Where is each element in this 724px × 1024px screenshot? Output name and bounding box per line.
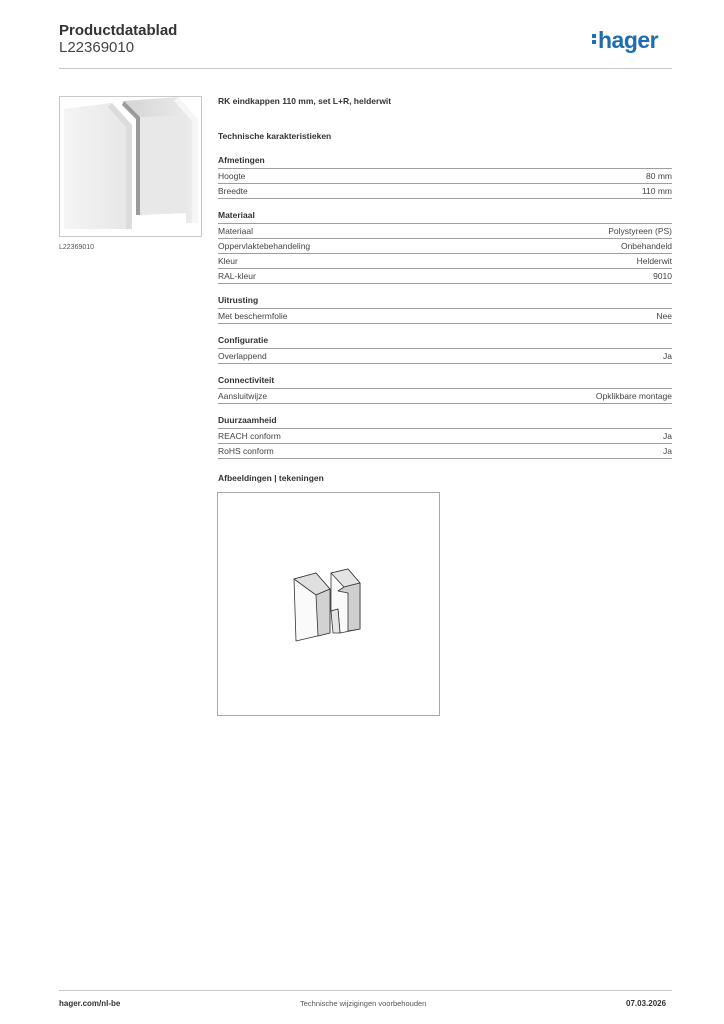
spec-row (218, 223, 672, 238)
technical-drawing (217, 492, 440, 716)
spec-table (218, 152, 672, 467)
footer-divider (59, 990, 672, 991)
tech-heading: Technische karakteristieken (218, 131, 332, 141)
spec-row (218, 308, 672, 324)
section-title: Duurzaamheid (218, 415, 277, 425)
section-title: Uitrusting (218, 295, 259, 305)
spec-row (218, 238, 672, 253)
section-title: Connectiviteit (218, 375, 275, 385)
spec-value: 80 mm (646, 171, 672, 181)
spec-value: 110 mm (641, 186, 672, 196)
hager-logo (592, 27, 658, 54)
spec-row (218, 168, 672, 183)
end-caps-photo-icon (60, 97, 201, 236)
photo-caption: L22369010 (59, 244, 95, 251)
spec-value: Nee (656, 311, 672, 321)
spec-label: Overlappend (218, 351, 267, 361)
spec-section (218, 332, 672, 364)
logo-dots-icon (592, 32, 596, 46)
spec-section (218, 412, 672, 459)
spec-label: Materiaal (218, 226, 253, 236)
footer-note: Technische wijzigingen voorbehouden (300, 999, 427, 1008)
header-divider (59, 68, 672, 69)
drawings-heading: Afbeeldingen | tekeningen (218, 473, 324, 483)
spec-label: Oppervlaktebehandeling (218, 241, 311, 251)
spec-section (218, 207, 672, 284)
spec-section (218, 372, 672, 404)
spec-section (218, 292, 672, 324)
spec-label: Hoogte (218, 171, 246, 181)
spec-label: RoHS conform (218, 446, 274, 456)
spec-row (218, 268, 672, 284)
spec-value: Polystyreen (PS) (608, 226, 672, 236)
section-title: Afmetingen (218, 155, 265, 165)
spec-label: RAL-kleur (218, 271, 256, 281)
spec-row (218, 443, 672, 459)
product-code: L22369010 (59, 39, 135, 56)
spec-row (218, 183, 672, 199)
spec-label: Kleur (218, 256, 238, 266)
spec-value: Ja (663, 431, 672, 441)
spec-row (218, 428, 672, 443)
spec-row (218, 348, 672, 364)
spec-label: Aansluitwijze (218, 391, 268, 401)
footer-url-link[interactable]: hager.com/nl-be (59, 999, 121, 1008)
product-photo (59, 96, 202, 237)
spec-row (218, 253, 672, 268)
page-title: Productdatablad (59, 22, 178, 39)
spec-label: Breedte (218, 186, 248, 196)
footer-date: 07.03.2026 (626, 999, 667, 1008)
spec-label: Met beschermfolie (218, 311, 288, 321)
spec-value: Ja (663, 446, 672, 456)
end-caps-drawing-icon (218, 493, 439, 715)
section-title: Configuratie (218, 335, 269, 345)
spec-label: REACH conform (218, 431, 281, 441)
spec-row (218, 388, 672, 404)
spec-value: Ja (663, 351, 672, 361)
section-title: Materiaal (218, 210, 255, 220)
spec-section (218, 152, 672, 199)
spec-value: Helderwit (636, 256, 672, 266)
product-name: RK eindkappen 110 mm, set L+R, helderwit (218, 96, 392, 106)
spec-value: Onbehandeld (620, 241, 672, 251)
spec-value: Opklikbare montage (595, 391, 672, 401)
logo-text: hager (598, 27, 659, 53)
spec-value: 9010 (653, 271, 672, 281)
